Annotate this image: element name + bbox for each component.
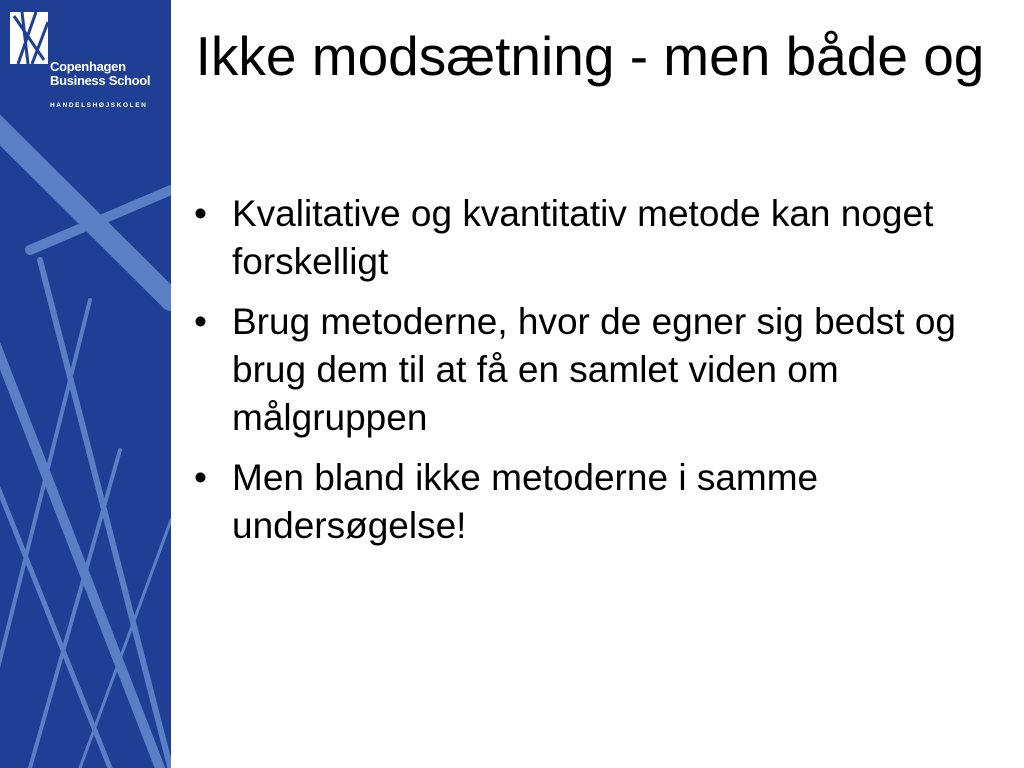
logo-name-line1: Copenhagen: [50, 59, 126, 74]
bullet-marker: •: [194, 193, 207, 234]
bullet-text: Kvalitative og kvantitativ metode kan noget forskelligt: [232, 193, 934, 282]
slide-title: Ikke modsætning - men både og: [195, 25, 985, 87]
bullet-text: Brug metoderne, hvor de egner sig bedst og brug dem til at få en samlet viden om målgruppen: [232, 301, 957, 438]
cbs-logo: [6, 10, 166, 120]
bullet-item: [194, 190, 994, 286]
logo-name-line2: Business School: [50, 73, 151, 88]
logo-subline: HANDELSHØJSKOLEN: [50, 102, 148, 109]
logo-name: [50, 60, 150, 88]
bullet-marker: •: [194, 301, 207, 342]
bullet-item: [194, 454, 994, 550]
bullet-item: [194, 298, 994, 442]
bullet-list: [194, 190, 994, 562]
bullet-marker: •: [194, 457, 207, 498]
sidebar-panel: [0, 0, 171, 768]
bullet-text: Men bland ikke metoderne i samme undersøgelse!: [232, 457, 819, 546]
cbs-logo-mark-icon: [10, 12, 52, 72]
